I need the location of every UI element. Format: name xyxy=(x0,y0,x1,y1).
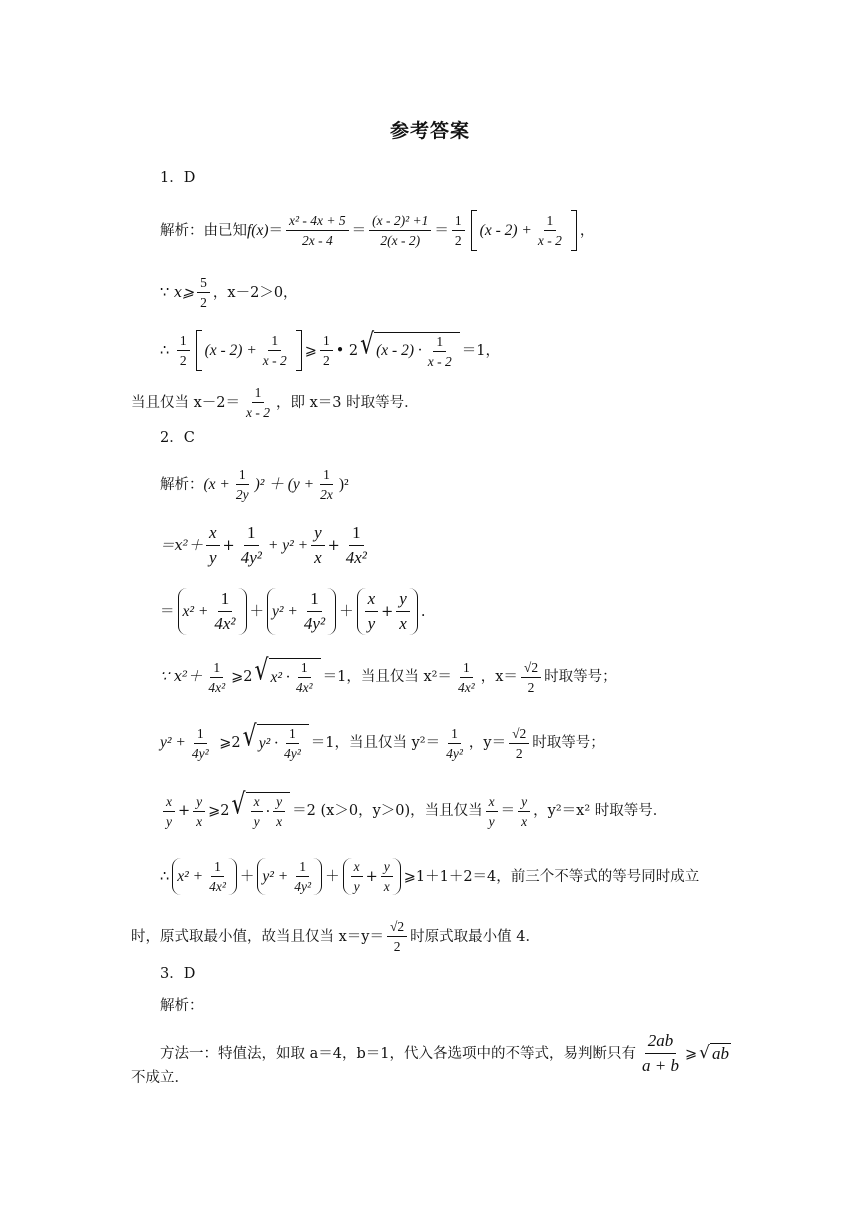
fraction: $\frac{\text{x² - 4x + 5}}{2x - 4}$ xyxy=(286,212,349,249)
fraction: $\frac{1}{x - 2}$ xyxy=(246,385,271,420)
square-bracket-group: (x - 2) + $\frac{1}{x - 2}$ xyxy=(196,330,302,371)
square-root: √ ab xyxy=(699,1043,729,1063)
square-root: √ (x - 2) · $\frac{1}{x - 2}$ xyxy=(360,332,460,370)
answer-1: 1．D xyxy=(160,170,196,186)
fraction: $\frac{y}{x}$ xyxy=(518,793,530,830)
paren-group: $\frac{x}{y}$ + $\frac{y}{x}$ xyxy=(343,858,401,895)
q1-solution-line-3: ∴ $\frac{1}{2}$ (x - 2) + $\frac{1}{x - 2}$ ⩾ $\frac{1}{2}$ • 2 √ (x - 2) · $\frac{1}{x - 2}$ ＝1， xyxy=(160,330,500,371)
fraction: $\frac{1}{\text{4x²}}$ xyxy=(208,659,226,695)
q2-solution-line-1: 解析： (x + $\frac{1}{2y}$ )² ＋ (y + $\frac{1}{2x}$ )² xyxy=(160,467,349,502)
fraction: $\frac{1}{2x}$ xyxy=(320,467,333,502)
q2-solution-line-4: ∵ x²＋ $\frac{1}{\text{4x²}}$ ⩾2 √ x² · $\frac{1}{\text{4x²}}$ ＝1，当且仅当 x²＝ $\frac{1}{\text{4x²}}$ ，x＝ $\frac{√2}{2}$ 时取等号； xyxy=(160,654,617,695)
page-title: 参考答案 xyxy=(389,120,470,142)
fraction: $\frac{1}{2}$ xyxy=(452,212,465,249)
paren-group: y² + $\frac{1}{\text{4y²}}$ xyxy=(267,588,336,635)
paren-group: x² + $\frac{1}{\text{4x²}}$ xyxy=(172,858,237,895)
paren-group: x² + $\frac{1}{\text{4x²}}$ xyxy=(178,588,247,635)
q1-solution-line-2: ∵ x⩾ $\frac{5}{2}$ ，x－2＞0， xyxy=(160,275,298,310)
fraction: $\frac{5}{2}$ xyxy=(197,274,210,311)
paren-group: y² + $\frac{1}{\text{4y²}}$ xyxy=(257,858,322,895)
q3-solution-line-1: 方法一：特值法，如取 a＝4，b＝1，代入各选项中的不等式，易判断只有 $\frac{2ab}{a + b}$ ⩾ √ ab xyxy=(160,1031,729,1075)
square-root: √ x² · $\frac{1}{\text{4x²}}$ xyxy=(255,658,321,696)
square-root: √ y² · $\frac{1}{\text{4y²}}$ xyxy=(243,724,309,762)
fraction: $\frac{1}{2}$ xyxy=(320,332,333,369)
fraction: $\frac{1}{\text{4x²}}$ xyxy=(457,659,475,695)
fraction: $\frac{1}{2y}$ xyxy=(235,467,249,502)
fraction: $\frac{1}{\text{4y²}}$ xyxy=(446,725,463,761)
q2-solution-line-3: ＝ x² + $\frac{1}{\text{4x²}}$ ＋ y² + $\frac{1}{\text{4y²}}$ ＋ $\frac{x}{y}$ + $\frac{y}{x}$ . xyxy=(160,589,426,633)
fraction: $\frac{2ab}{a + b}$ xyxy=(641,1031,679,1075)
fraction: $\frac{x}{y}$ xyxy=(206,522,220,569)
fraction: $\frac{√2}{2}$ xyxy=(509,725,529,762)
fraction: $\frac{x}{y}$ xyxy=(163,793,175,830)
fraction: $\frac{√2}{2}$ xyxy=(387,918,407,955)
fraction: $\frac{x}{y}$ xyxy=(486,793,498,830)
q1-solution-line-1: 解析：由已知 f(x) ＝ $\frac{\text{x² - 4x + 5}}{2x - 4}$ ＝ $\frac{\text{(x - 2)² +1}}{2(x - 2)}$ ＝ $\frac{1}{2}$ (x - 2) + $\frac{1}{x - 2}$ ， xyxy=(160,210,594,251)
q2-solution-line-5: y² + $\frac{1}{\text{4y²}}$ ⩾2 √ y² · $\frac{1}{\text{4y²}}$ ＝1，当且仅当 y²＝ $\frac{1}{\text{4y²}}$ ，y＝ $\frac{√2}{2}$ 时取等号； xyxy=(160,720,605,761)
fraction: $\frac{\text{(x - 2)² +1}}{2(x - 2)}$ xyxy=(369,212,431,249)
fraction: $\frac{√2}{2}$ xyxy=(521,659,541,696)
fraction: $\frac{1}{\text{4x²}}$ xyxy=(345,523,367,567)
paren-group: $\frac{x}{y}$ + $\frac{y}{x}$ xyxy=(357,588,418,635)
answer-2: 2．C xyxy=(160,430,195,446)
q2-solution-line-7: ∴ x² + $\frac{1}{\text{4x²}}$ ＋ y² + $\frac{1}{\text{4y²}}$ ＋ $\frac{x}{y}$ + $\frac{y}{x}$ ⩾1＋1＋2＝4，前三个不等式的等号同时成立 xyxy=(160,859,700,894)
q1-solution-line-4: 当且仅当 x－2＝ $\frac{1}{x - 2}$ ，即 x＝3 时取等号． xyxy=(131,385,419,420)
fraction: $\frac{1}{\text{4y²}}$ xyxy=(240,523,262,567)
square-root: √ $\frac{x}{y}$ · $\frac{y}{x}$ xyxy=(232,792,291,830)
fraction: $\frac{1}{2}$ xyxy=(177,332,190,369)
fraction: $\frac{y}{x}$ xyxy=(193,793,205,830)
q3-solution-label: 解析： xyxy=(160,998,204,1014)
fraction: $\frac{y}{x}$ xyxy=(311,522,325,569)
q2-solution-line-6: $\frac{x}{y}$ + $\frac{y}{x}$ ⩾2 √ $\frac{x}{y}$ · $\frac{y}{x}$ ＝2 (x＞0，y＞0)，当且仅当 $\frac{x}{y}$ ＝ $\frac{y}{x}$ ，y²＝x² 时取等号． xyxy=(160,792,667,830)
answer-3: 3．D xyxy=(160,966,196,982)
q2-solution-line-2: ＝x²＋ $\frac{x}{y}$ + $\frac{1}{\text{4y²}}$ + y² + $\frac{y}{x}$ + $\frac{1}{\text{4x²}}$ xyxy=(160,522,373,569)
q2-solution-line-8: 时，原式取最小值，故当且仅当 x＝y＝ $\frac{√2}{2}$ 时原式取最小值 4． xyxy=(131,919,540,954)
q3-solution-line-2: 不成立． xyxy=(131,1070,189,1086)
fraction: $\frac{1}{\text{4y²}}$ xyxy=(191,725,209,761)
square-bracket-group: (x - 2) + $\frac{1}{x - 2}$ xyxy=(471,210,577,251)
